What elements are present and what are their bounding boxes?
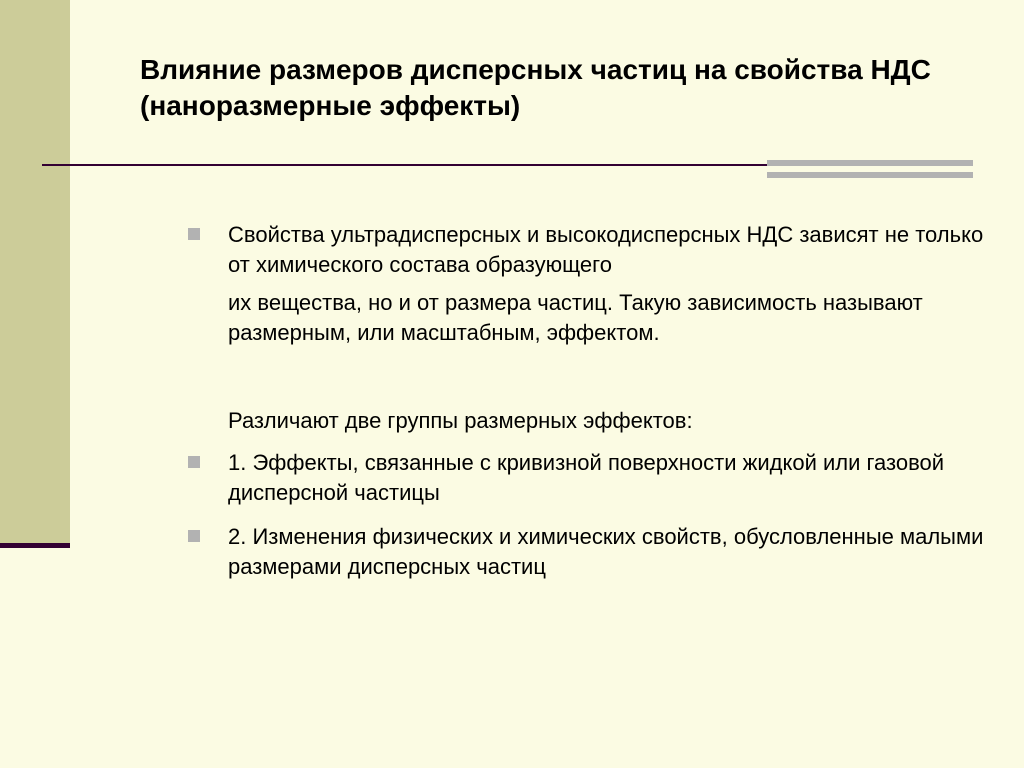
left-decorative-bar [0,0,70,545]
groups-intro: Различают две группы размерных эффектов: [228,408,693,433]
left-bar-rule [0,543,70,548]
square-bullet-icon [188,456,200,468]
slide-body [188,220,998,582]
bullet-text: 2. Изменения физических и химических свойств, обусловленные малыми размерами дисперсных частиц [228,524,984,579]
accent-stripe-bottom [767,172,973,178]
bullet-continuation: их вещества, но и от размера частиц. Такую зависимость называют размерным, или масштабным, эффектом. [228,290,923,345]
bullet-text: 1. Эффекты, связанные с кривизной поверхности жидкой или газовой дисперсной частицы [228,450,945,505]
slide-title: Влияние размеров дисперсных частиц на свойства НДС (наноразмерные эффекты) [140,54,931,121]
square-bullet-icon [188,530,200,542]
bullet-item-properties [188,220,998,280]
bullet-text: Свойства ультрадисперсных и высокодисперсных НДС зависят не только от химического состава образующего [228,222,984,277]
square-bullet-icon [188,228,200,240]
bullet-item-effects-2 [188,522,998,582]
accent-stripe-top [767,160,973,166]
bullet-item-effects-1 [188,448,998,508]
title-accent-bar [767,160,973,178]
